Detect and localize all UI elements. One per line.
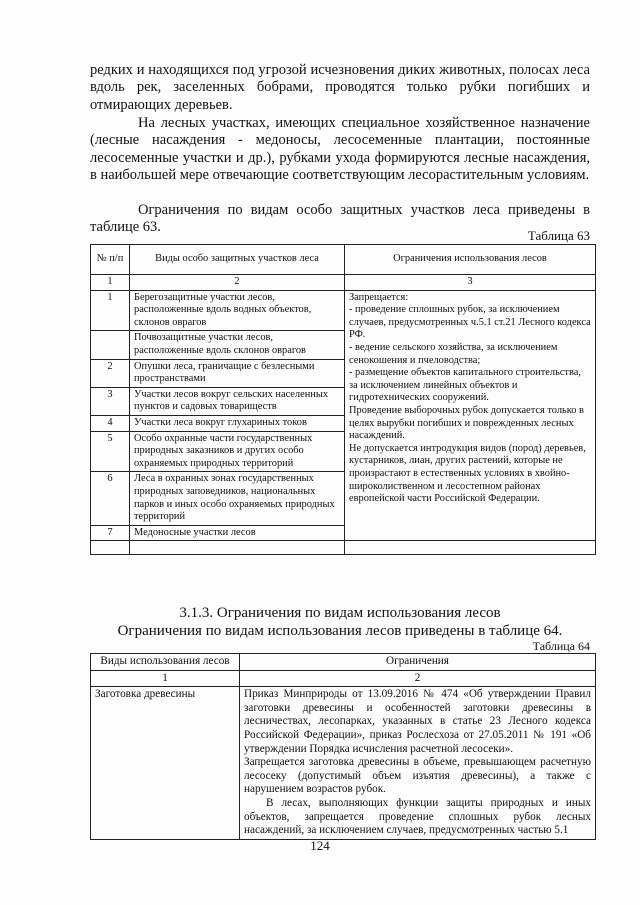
table63-row-num: 7 bbox=[91, 525, 130, 541]
table-64 bbox=[90, 653, 596, 840]
table-row bbox=[91, 290, 596, 331]
table64-header-restrictions: Ограничения bbox=[240, 654, 596, 671]
table63-row-kind: Опушки леса, граничащие с безлесными пространствами bbox=[130, 359, 345, 387]
table63-empty-cell bbox=[130, 541, 345, 555]
table-row bbox=[91, 687, 596, 840]
table63-row-kind: Участки леса вокруг глухариных токов bbox=[130, 415, 345, 431]
table63-caption: Таблица 63 bbox=[527, 228, 590, 243]
table-63 bbox=[90, 244, 596, 555]
paragraph-continuation: редких и находящихся под угрозой исчезновения диких животных, полосах леса вдоль рек, заселенных бобрами, проводятся только рубки погибших и отмирающих деревьев. bbox=[90, 62, 590, 113]
table64-colnum-1: 1 bbox=[91, 670, 240, 687]
section-intro: Ограничения по видам использования лесов приведены в таблице 64. bbox=[117, 623, 563, 639]
page-number: 124 bbox=[310, 838, 330, 853]
table63-header-num: № п/п bbox=[91, 245, 130, 275]
table63-row-num: 3 bbox=[91, 387, 130, 415]
table63-row-kind: Берегозащитные участки лесов, расположенные вдоль водных объектов, склонов оврагов bbox=[130, 290, 345, 331]
table63-colnum-1: 1 bbox=[91, 275, 130, 291]
table64-row-restrictions bbox=[240, 687, 596, 840]
table63-header-restrictions: Ограничения использования лесов bbox=[345, 245, 596, 275]
table63-row-num: 5 bbox=[91, 431, 130, 472]
table64-restriction-orders: Приказ Минприроды от 13.09.2016 № 474 «Об утверждении Правил заготовки древесины и особенностей заготовки древесины в лесничествах, лесопарках, указанных в статье 23 Лесного кодекса Российской Федерации», приказ Рослесхоза от 27.05.2011 № 191 «Об утверждении Порядка исчисления расчетной лесосеки». bbox=[244, 688, 591, 755]
table63-row-num: 1 bbox=[91, 290, 130, 331]
table63-row-num bbox=[91, 331, 130, 359]
table64-row-kind: Заготовка древесины bbox=[91, 687, 240, 840]
table63-empty-cell bbox=[345, 541, 596, 555]
table64-caption: Таблица 64 bbox=[532, 639, 590, 653]
table63-row-kind: Участки лесов вокруг сельских населенных пунктов и садовых товариществ bbox=[130, 387, 345, 415]
table63-row-kind: Особо охранные части государственных природных заказников и других особо охраняемых природных территорий bbox=[130, 431, 345, 472]
paragraph-special-purpose: На лесных участках, имеющих специальное хозяйственное назначение (лесные насаждения - медоносы, лесосеменные плантации, постоянные лесосеменные участки и др.), рубками ухода формируются лесные насаждения, в наибольшей мере отвечающие соответствующим лесорастительным условиям. bbox=[90, 115, 590, 184]
table-row-empty bbox=[91, 541, 596, 555]
section-heading: 3.1.3. Ограничения по видам использования лесов bbox=[179, 605, 501, 621]
table63-colnum-2: 2 bbox=[130, 275, 345, 291]
table63-empty-cell bbox=[91, 541, 130, 555]
table64-header-kind: Виды использования лесов bbox=[91, 654, 240, 671]
table63-row-num: 4 bbox=[91, 415, 130, 431]
table63-colnum-3: 3 bbox=[345, 275, 596, 291]
table63-row-num: 2 bbox=[91, 359, 130, 387]
table63-restrictions: Запрещается: - проведение сплошных рубок, за исключением случаев, предусмотренных ч.5.1 ст.21 Лесного кодекса РФ. - ведение сельского хозяйства, за исключением сенокошения и пчеловодства; - размещение объектов капитального строительства, за исключением линейных объектов и гидротехнических сооружений. Проведение выборочных рубок допускается только в целях вырубки погибших и поврежденных лесных насаждений. Не допускается интродукция видов (пород) деревьев, кустарников, лиан, других растений, которые не произрастают в естественных условиях в хвойно-широколиственном и лесостепном районах европейской части Российской Федерации. bbox=[345, 290, 596, 541]
table64-restriction-protective-forests: В лесах, выполняющих функции защиты природных и иных объектов, запрещается проведение сплошных рубок лесных насаждений, за исключением случаев, предусмотренных частью 5.1 bbox=[244, 796, 591, 837]
table63-row-kind: Почвозащитные участки лесов, расположенные вдоль склонов оврагов bbox=[130, 331, 345, 359]
table63-row-kind: Леса в охранных зонах государственных природных заповедников, национальных парков и иных особо охраняемых природных территорий bbox=[130, 472, 345, 525]
table64-colnum-2: 2 bbox=[240, 670, 596, 687]
table63-row-num: 6 bbox=[91, 472, 130, 525]
table63-row-kind: Медоносные участки лесов bbox=[130, 525, 345, 541]
table64-restriction-volume: Запрещается заготовка древесины в объеме, превышающем расчетную лесосеку (допустимый объем изъятия древесины), а также с нарушением возрастов рубок. bbox=[244, 756, 591, 796]
paragraph-table63-intro: Ограничения по видам особо защитных участков леса приведены в таблице 63. bbox=[90, 202, 590, 236]
table63-header-kind: Виды особо защитных участков леса bbox=[130, 245, 345, 275]
